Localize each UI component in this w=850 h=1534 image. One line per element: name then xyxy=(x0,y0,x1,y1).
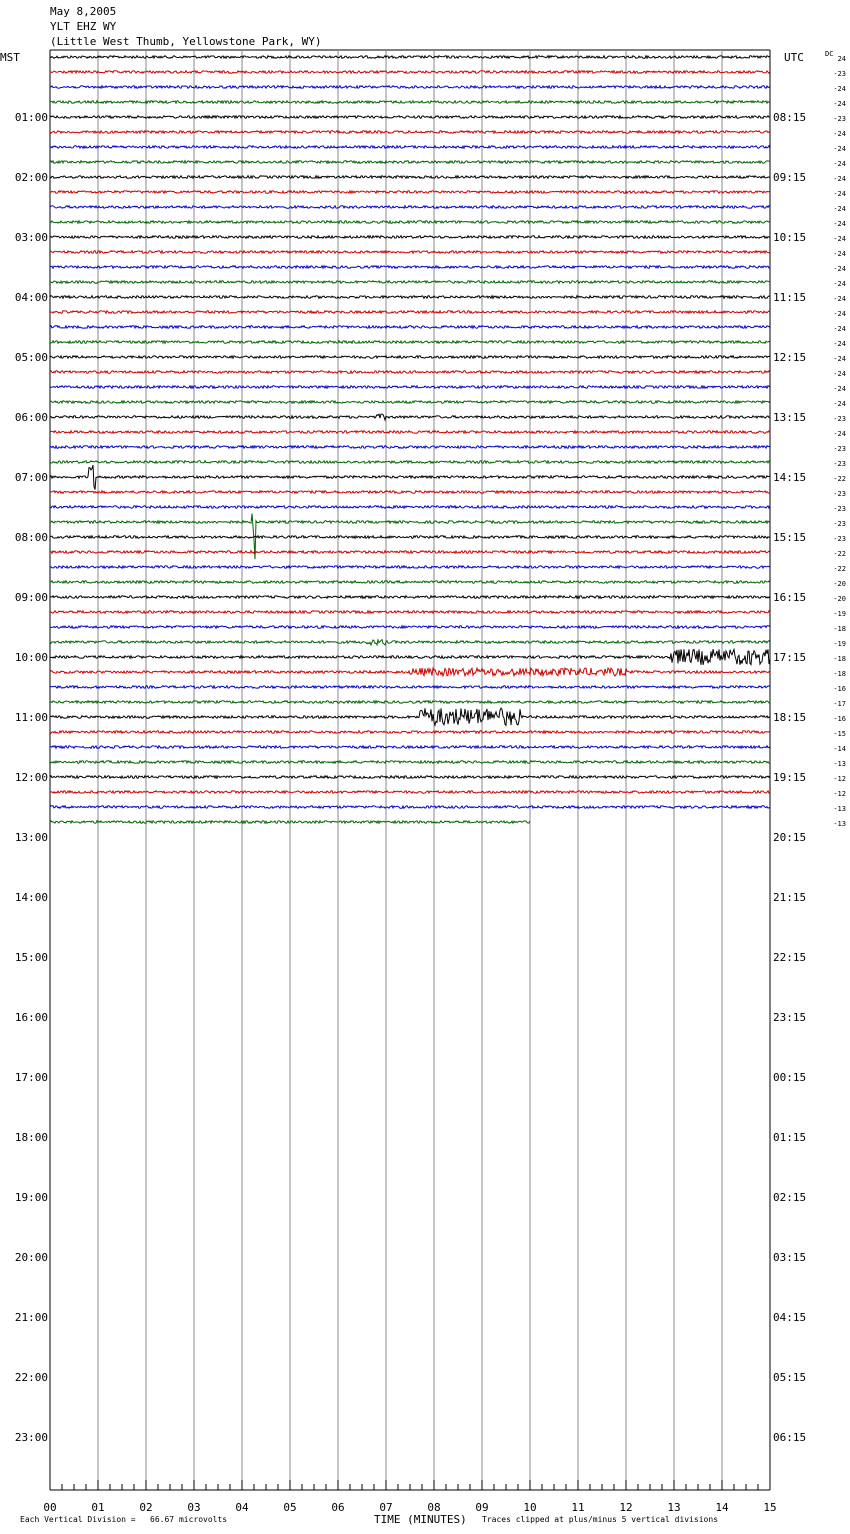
trace-line xyxy=(50,761,770,764)
utc-hour-label: 16:15 xyxy=(773,591,807,604)
utc-hour-label: 09:15 xyxy=(773,171,807,184)
dc-offset-label: -20 xyxy=(833,595,846,603)
header-location: (Little West Thumb, Yellowstone Park, WY) xyxy=(50,35,322,48)
dc-offset-label: -22 xyxy=(833,475,846,483)
utc-hour-label: 10:15 xyxy=(773,231,807,244)
dc-offset-label: -24 xyxy=(833,385,846,393)
trace-line xyxy=(50,746,770,749)
trace-line xyxy=(50,446,770,449)
x-tick-label: 12 xyxy=(619,1501,633,1514)
mst-hour-label: 06:00 xyxy=(14,411,48,424)
dc-offset-label: -12 xyxy=(833,775,846,783)
dc-offset-label: -23 xyxy=(833,505,846,513)
dc-offset-label: -19 xyxy=(833,610,846,618)
clip-note: Traces clipped at plus/minus 5 vertical divisions xyxy=(482,1515,719,1524)
trace-line xyxy=(50,341,770,344)
dc-offset-label: -13 xyxy=(833,820,846,828)
trace-line xyxy=(50,731,770,734)
trace-line xyxy=(50,281,770,284)
dc-offset-label: -24 xyxy=(833,400,846,408)
trace-line xyxy=(50,296,770,299)
dc-axis-title: DC xyxy=(825,50,834,58)
mst-hour-label: 17:00 xyxy=(14,1071,48,1084)
trace-line xyxy=(50,686,770,689)
trace-line xyxy=(50,56,770,59)
trace-line xyxy=(50,146,770,149)
trace-line xyxy=(50,776,770,779)
utc-hour-label: 23:15 xyxy=(773,1011,807,1024)
trace-line xyxy=(50,386,770,389)
x-axis-title: TIME (MINUTES) xyxy=(374,1513,467,1526)
trace-line xyxy=(50,626,770,629)
trace-line xyxy=(50,414,770,420)
trace-line xyxy=(50,161,770,164)
dc-offset-label: -24 xyxy=(833,250,846,258)
dc-offset-label: -23 xyxy=(833,445,846,453)
trace-line xyxy=(50,221,770,224)
x-tick-label: 02 xyxy=(139,1501,153,1514)
utc-hour-label: 04:15 xyxy=(773,1311,807,1324)
mst-hour-label: 01:00 xyxy=(14,111,48,124)
trace-line xyxy=(50,326,770,329)
utc-hour-label: 12:15 xyxy=(773,351,807,364)
utc-hour-label: 19:15 xyxy=(773,771,807,784)
trace-line xyxy=(50,551,770,554)
dc-offset-label: -22 xyxy=(833,550,846,558)
trace-line xyxy=(50,176,770,179)
utc-hour-label: 21:15 xyxy=(773,891,807,904)
mst-hour-label: 10:00 xyxy=(14,651,48,664)
dc-offset-label: -23 xyxy=(833,490,846,498)
dc-offset-label: -24 xyxy=(833,325,846,333)
dc-offset-label: -15 xyxy=(833,730,846,738)
right-axis-title: UTC xyxy=(784,51,804,64)
dc-offset-label: -24 xyxy=(833,370,846,378)
mst-hour-label: 09:00 xyxy=(14,591,48,604)
dc-offset-label: -24 xyxy=(833,175,846,183)
dc-offset-label: -13 xyxy=(833,760,846,768)
utc-hour-label: 14:15 xyxy=(773,471,807,484)
x-tick-label: 11 xyxy=(571,1501,585,1514)
trace-line xyxy=(50,566,770,569)
trace-line xyxy=(50,131,770,134)
dc-offset-label: -24 xyxy=(833,310,846,318)
dc-offset-label: -20 xyxy=(833,580,846,588)
trace-line xyxy=(50,266,770,269)
trace-line xyxy=(50,86,770,89)
mst-hour-label: 12:00 xyxy=(14,771,48,784)
trace-line xyxy=(50,701,770,704)
trace-line xyxy=(50,649,770,665)
utc-hour-label: 05:15 xyxy=(773,1371,807,1384)
x-tick-label: 15 xyxy=(763,1501,777,1514)
header-date: May 8,2005 xyxy=(50,5,117,18)
dc-offset-label: -22 xyxy=(833,565,846,573)
trace-line xyxy=(50,206,770,209)
mst-hour-label: 04:00 xyxy=(14,291,48,304)
dc-offset-label: -24 xyxy=(833,295,846,303)
dc-offset-label: -24 xyxy=(833,220,846,228)
mst-hour-label: 21:00 xyxy=(14,1311,48,1324)
x-tick-label: 14 xyxy=(715,1501,729,1514)
mst-hour-label: 08:00 xyxy=(14,531,48,544)
dc-offset-label: -23 xyxy=(833,115,846,123)
utc-hour-label: 22:15 xyxy=(773,951,807,964)
seismogram-traces xyxy=(50,56,770,824)
dc-offset-label: -24 xyxy=(833,160,846,168)
minute-gridlines xyxy=(50,50,770,1490)
dc-offset-label: -16 xyxy=(833,715,846,723)
trace-line xyxy=(50,101,770,104)
dc-offset-label: -24 xyxy=(833,190,846,198)
x-tick-label: 08 xyxy=(427,1501,441,1514)
dc-offset-label: -23 xyxy=(833,535,846,543)
utc-hour-label: 06:15 xyxy=(773,1431,807,1444)
header-station: YLT EHZ WY xyxy=(50,20,117,33)
trace-line xyxy=(50,465,770,489)
trace-line xyxy=(50,356,770,359)
dc-offset-label: -18 xyxy=(833,625,846,633)
dc-offset-label: -24 xyxy=(833,340,846,348)
dc-offset-label: -23 xyxy=(833,460,846,468)
mst-hour-label: 19:00 xyxy=(14,1191,48,1204)
scale-note: Each Vertical Division = 66.67 microvolts xyxy=(20,1515,228,1524)
dc-offset-label: -24 xyxy=(833,205,846,213)
trace-line xyxy=(50,461,770,464)
utc-hour-label: 03:15 xyxy=(773,1251,807,1264)
trace-line xyxy=(50,581,770,584)
dc-offset-label: -24 xyxy=(833,145,846,153)
trace-line xyxy=(50,116,770,119)
x-tick-label: 06 xyxy=(331,1501,345,1514)
mst-hour-label: 14:00 xyxy=(14,891,48,904)
mst-hour-label: 18:00 xyxy=(14,1131,48,1144)
trace-line xyxy=(50,668,770,676)
x-tick-label: 07 xyxy=(379,1501,393,1514)
utc-hour-label: 15:15 xyxy=(773,531,807,544)
dc-offset-label: -23 xyxy=(833,70,846,78)
mst-hour-label: 16:00 xyxy=(14,1011,48,1024)
utc-hour-label: 17:15 xyxy=(773,651,807,664)
trace-line xyxy=(50,371,770,374)
dc-offset-label: -16 xyxy=(833,685,846,693)
mst-hour-label: 20:00 xyxy=(14,1251,48,1264)
utc-hour-label: 11:15 xyxy=(773,291,807,304)
trace-line xyxy=(50,71,770,74)
utc-hour-label: 13:15 xyxy=(773,411,807,424)
trace-line xyxy=(50,806,770,809)
dc-offset-label: -24 xyxy=(833,130,846,138)
mst-hour-label: 02:00 xyxy=(14,171,48,184)
mst-hour-label: 03:00 xyxy=(14,231,48,244)
axis-labels xyxy=(15,55,846,1514)
mst-hour-label: 11:00 xyxy=(14,711,48,724)
trace-line xyxy=(50,791,770,794)
dc-offset-label: -12 xyxy=(833,790,846,798)
x-tick-label: 05 xyxy=(283,1501,297,1514)
x-tick-label: 00 xyxy=(43,1501,57,1514)
dc-offset-label: -18 xyxy=(833,670,846,678)
dc-offset-label: -24 xyxy=(833,280,846,288)
x-tick-label: 03 xyxy=(187,1501,201,1514)
mst-hour-label: 15:00 xyxy=(14,951,48,964)
trace-line xyxy=(50,401,770,404)
mst-hour-label: 05:00 xyxy=(14,351,48,364)
x-tick-label: 09 xyxy=(475,1501,489,1514)
utc-hour-label: 20:15 xyxy=(773,831,807,844)
trace-line xyxy=(50,536,770,539)
dc-offset-label: -23 xyxy=(833,520,846,528)
trace-line xyxy=(50,311,770,314)
trace-line xyxy=(50,611,770,614)
trace-line xyxy=(50,251,770,254)
left-axis-title: MST xyxy=(0,51,20,64)
dc-offset-label: -24 xyxy=(833,85,846,93)
x-tick-label: 10 xyxy=(523,1501,537,1514)
dc-offset-label: -13 xyxy=(833,805,846,813)
dc-offset-label: -24 xyxy=(833,430,846,438)
dc-offset-label: 24 xyxy=(837,55,846,63)
dc-offset-label: -19 xyxy=(833,640,846,648)
utc-hour-label: 00:15 xyxy=(773,1071,807,1084)
dc-offset-label: -18 xyxy=(833,655,846,663)
trace-line xyxy=(50,506,770,509)
trace-line xyxy=(50,491,770,494)
dc-offset-label: -24 xyxy=(833,355,846,363)
dc-offset-label: -23 xyxy=(833,415,846,423)
dc-offset-label: -14 xyxy=(833,745,846,753)
trace-line xyxy=(50,640,770,645)
mst-hour-label: 23:00 xyxy=(14,1431,48,1444)
mst-hour-label: 13:00 xyxy=(14,831,48,844)
mst-hour-label: 07:00 xyxy=(14,471,48,484)
mst-hour-label: 22:00 xyxy=(14,1371,48,1384)
trace-line xyxy=(50,431,770,434)
x-tick-label: 04 xyxy=(235,1501,249,1514)
trace-line xyxy=(50,708,770,725)
x-tick-label: 13 xyxy=(667,1501,681,1514)
trace-line xyxy=(50,236,770,239)
trace-line xyxy=(50,191,770,194)
utc-hour-label: 01:15 xyxy=(773,1131,807,1144)
dc-offset-label: -17 xyxy=(833,700,846,708)
dc-offset-label: -24 xyxy=(833,100,846,108)
utc-hour-label: 08:15 xyxy=(773,111,807,124)
trace-line xyxy=(50,596,770,599)
utc-hour-label: 18:15 xyxy=(773,711,807,724)
utc-hour-label: 02:15 xyxy=(773,1191,807,1204)
x-tick-label: 01 xyxy=(91,1501,105,1514)
dc-offset-label: -24 xyxy=(833,265,846,273)
dc-offset-label: -24 xyxy=(833,235,846,243)
